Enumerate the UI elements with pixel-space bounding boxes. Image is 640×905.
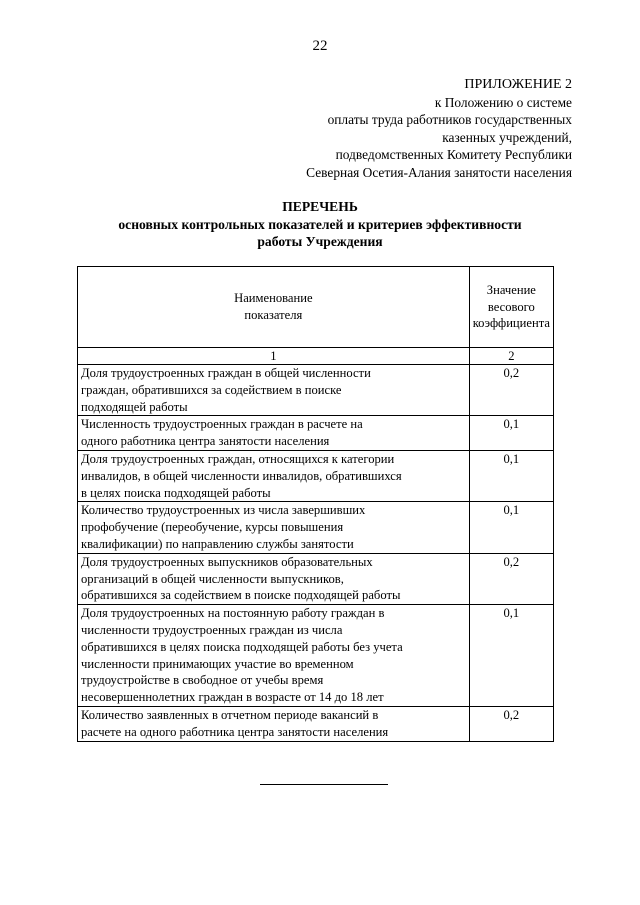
indicator-name — [78, 450, 470, 501]
indicator-name-line: расчете на одного работника центра занятости населения — [81, 724, 389, 739]
indicator-name-line: обратившихся за содействием в поиске подходящей работы — [81, 588, 401, 603]
indicator-name-line: численности принимающих участие во временном — [81, 656, 354, 671]
footer-divider — [260, 784, 388, 785]
table-row — [78, 553, 554, 604]
page-number: 22 — [312, 38, 328, 54]
indicator-name-line: организаций в общей численности выпускников, — [81, 571, 344, 586]
indicators-table — [77, 266, 554, 742]
column-number-row — [78, 348, 554, 365]
appendix-line: оплаты труда работников государственных — [327, 112, 572, 127]
indicator-name-line: профобучение (переобучение, курсы повышения — [81, 520, 344, 535]
indicator-name-line: инвалидов, в общей численности инвалидов, обратившихся — [81, 468, 402, 483]
appendix-heading — [306, 76, 572, 181]
appendix-line: к Положению о системе — [434, 94, 572, 110]
appendix-line: подведомственных Комитету Республики — [335, 147, 572, 162]
table-row — [78, 365, 554, 416]
title-line: ПЕРЕЧЕНЬ — [282, 199, 358, 214]
table-row — [78, 450, 554, 501]
table-header-row — [78, 267, 554, 348]
appendix-line: казенных учреждений, — [442, 129, 572, 145]
indicator-weight: 0,1 — [469, 416, 553, 451]
indicator-weight: 0,1 — [469, 502, 553, 553]
indicator-name-line: Численность трудоустроенных граждан в расчете на — [81, 417, 363, 432]
appendix-line: Северная Осетия-Алания занятости населения — [306, 164, 572, 180]
indicator-name — [78, 706, 470, 741]
indicator-name-line: Доля трудоустроенных на постоянную работу граждан в — [81, 606, 385, 621]
indicator-name-line: Доля трудоустроенных граждан в общей численности — [81, 366, 371, 380]
indicator-name-line: численности трудоустроенных граждан из числа — [81, 622, 343, 637]
indicator-name-line: квалификации) по направлению службы занятости — [81, 536, 354, 551]
header-weight-coefficient: Значение весового коэффициента — [469, 267, 553, 348]
column-number: 2 — [469, 348, 553, 365]
table-row — [78, 502, 554, 553]
table-body — [78, 365, 554, 742]
title-line: работы Учреждения — [257, 234, 383, 249]
indicator-weight: 0,2 — [469, 553, 553, 604]
indicator-name-line: Доля трудоустроенных граждан, относящихся к категории — [81, 451, 395, 466]
indicator-name — [78, 605, 470, 707]
indicator-name-line: трудоустройстве в свободное от учебы время — [81, 673, 324, 688]
indicator-weight: 0,2 — [469, 365, 553, 416]
table-row — [78, 605, 554, 707]
indicator-weight: 0,1 — [469, 605, 553, 707]
indicator-name-line: Доля трудоустроенных выпускников образовательных — [81, 554, 373, 569]
indicator-name — [78, 416, 470, 451]
column-number: 1 — [78, 348, 470, 365]
table-row — [78, 416, 554, 451]
title-line: основных контрольных показателей и критериев эффективности — [118, 216, 522, 232]
indicator-weight: 0,2 — [469, 706, 553, 741]
appendix-title: ПРИЛОЖЕНИЕ 2 — [464, 77, 572, 92]
indicator-name-line: обратившихся в целях поиска подходящей работы без учета — [81, 639, 403, 654]
indicator-name-line: несовершеннолетних граждан в возрасте от 14 до 18 лет — [81, 690, 384, 705]
document-title — [0, 198, 640, 251]
indicator-weight: 0,1 — [469, 450, 553, 501]
indicator-name-line: граждан, обратившихся за содействием в поиске — [81, 382, 342, 397]
indicator-name — [78, 553, 470, 604]
indicator-name-line: Количество трудоустроенных из числа завершивших — [81, 503, 366, 518]
header-indicator-name: Наименование показателя — [78, 267, 470, 348]
indicator-name-line: в целях поиска подходящей работы — [81, 485, 271, 500]
indicator-name — [78, 365, 470, 416]
indicator-name-line: одного работника центра занятости населения — [81, 434, 330, 449]
indicator-name-line: Количество заявленных в отчетном периоде вакансий в — [81, 707, 379, 722]
indicator-name-line: подходящей работы — [81, 399, 188, 414]
table-row — [78, 706, 554, 741]
indicator-name — [78, 502, 470, 553]
